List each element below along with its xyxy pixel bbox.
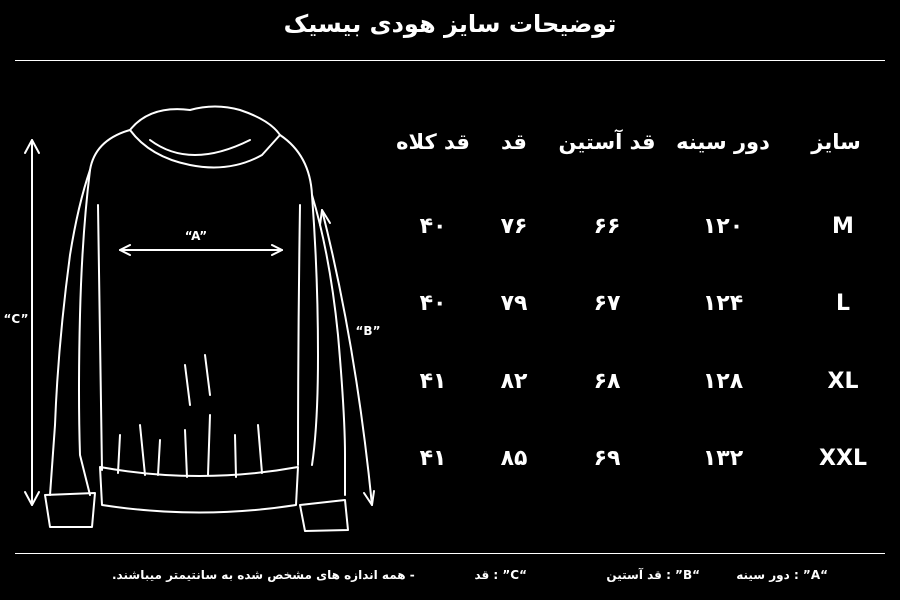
cell-length: ۸۲ [500, 369, 528, 394]
cell-chest: ۱۳۲ [702, 446, 744, 471]
cell-sleeve: ۶۹ [593, 446, 621, 471]
legend-c: “C” : قد [474, 568, 527, 582]
cell-length: ۸۵ [500, 446, 528, 471]
cell-size: XL [827, 369, 859, 394]
label-c: “C” [3, 312, 29, 326]
page-title: توضیحات سایز هودی بیسیک [283, 10, 617, 38]
cell-size: L [835, 291, 851, 316]
legend-a: “A” : دور سینه [736, 568, 828, 582]
bottom-divider [15, 553, 885, 554]
cell-hood: ۴۰ [419, 214, 447, 239]
header-hood: قد کلاه [396, 130, 470, 154]
cell-hood: ۴۱ [419, 446, 447, 471]
cell-hood: ۴۰ [419, 291, 447, 316]
cell-sleeve: ۶۷ [593, 291, 621, 316]
label-b: “B” [355, 324, 381, 338]
cell-chest: ۱۲۴ [702, 291, 744, 316]
cell-size: M [832, 214, 854, 239]
label-a: “A” [184, 229, 208, 243]
cell-length: ۷۹ [500, 291, 528, 316]
cell-length: ۷۶ [500, 214, 528, 239]
measurement-note: - همه اندازه های مشخص شده به سانتیمتر میباشند. [112, 568, 415, 582]
header-size: سایز [811, 130, 861, 154]
header-length: قد [501, 130, 527, 154]
hoodie-illustration [0, 95, 400, 545]
top-divider [15, 60, 885, 61]
header-chest: دور سینه [676, 130, 770, 154]
cell-sleeve: ۶۶ [593, 214, 621, 239]
header-sleeve: قد آستین [558, 130, 656, 154]
cell-chest: ۱۲۸ [702, 369, 744, 394]
cell-size: XXL [819, 446, 867, 471]
cell-chest: ۱۲۰ [702, 214, 744, 239]
legend-b: “B” : قد آستین [606, 568, 700, 582]
cell-sleeve: ۶۸ [593, 369, 621, 394]
cell-hood: ۴۱ [419, 369, 447, 394]
